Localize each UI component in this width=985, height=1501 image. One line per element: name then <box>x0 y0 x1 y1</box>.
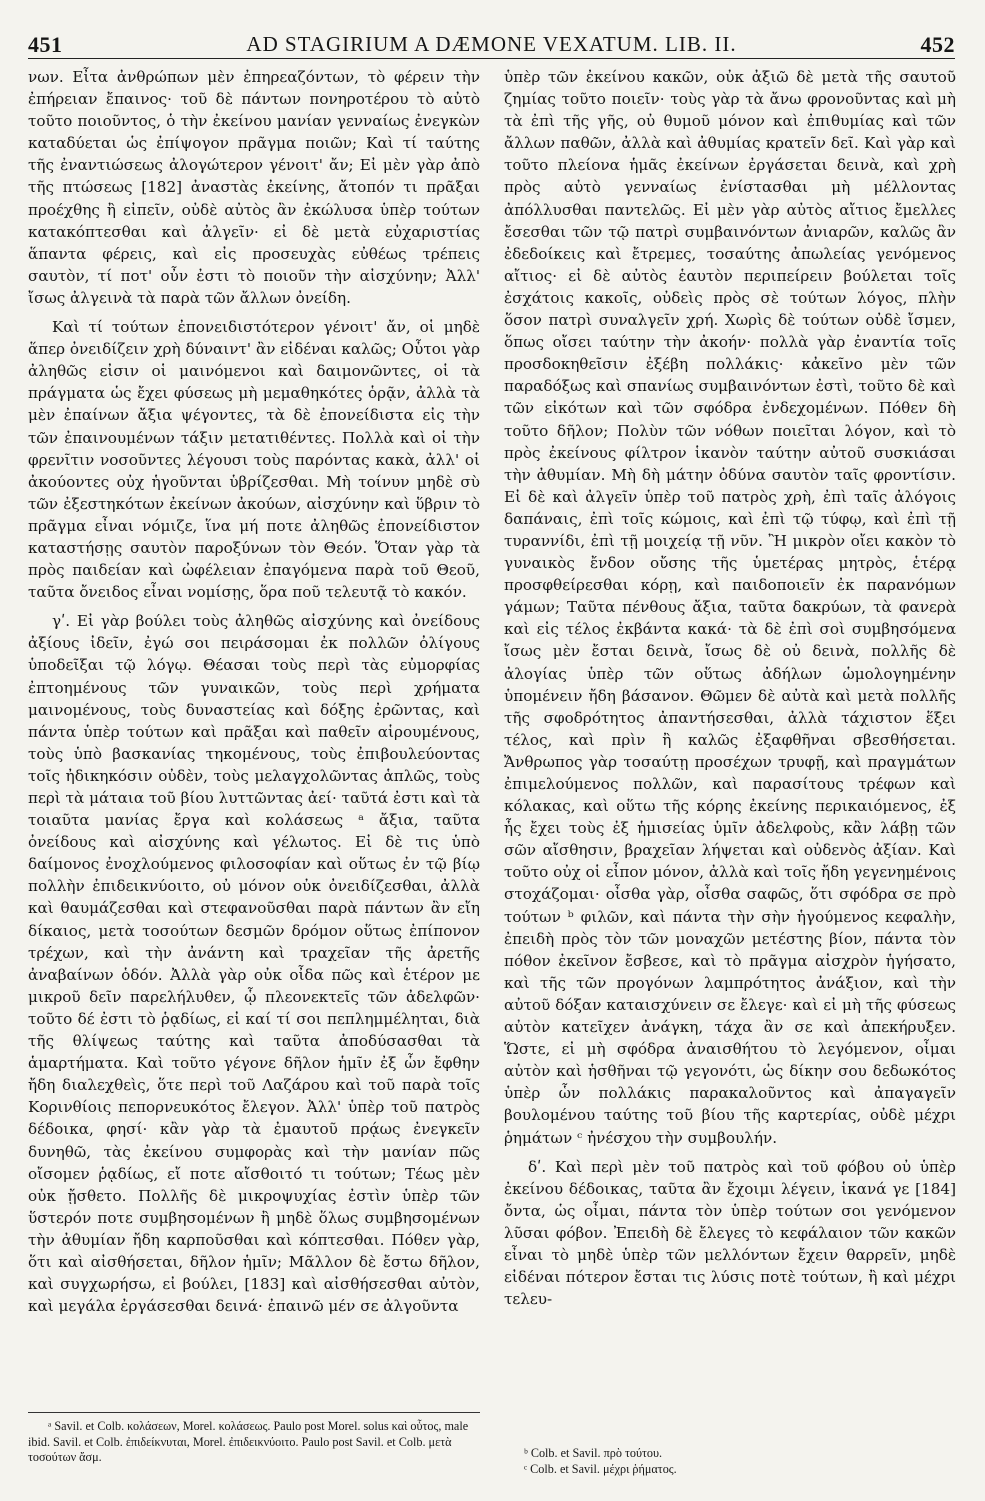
footnote: ᵃ Savil. et Colb. κολάσεων, Morel. κολάσεως. Paulo post Morel. solus καὶ οὗτος, male ibid. Savil. et Colb. ἐπιδείκνυται, Morel. ἐπιδεικνύοιτο. Paulo post Savil. et Colb. μετὰ τοσούτων ἄσμ. <box>28 1419 469 1464</box>
paragraph: Καὶ τί τούτων ἐπονειδιστότερον γένοιτ' ἄν, οἱ μηδὲ ἅπερ ὀνειδίζειν χρὴ δύναιντ' ἂν εἰδέναι καλῶς; Οὗτοι γὰρ ἀληθῶς εἰσιν οἱ μαινόμενοι καὶ δαιμονῶντες, οἱ τὰ πράγματα ὡς ἔχει φύσεως μὴ μεμαθηκότες ὁρᾷν, ἀλλὰ τὰ μὲν ἐπαίνων ἄξια ψέγοντες, τὰ δὲ ἐπονείδιστα εἰς τὴν τῶν ἐπαινουμένων τάξιν μετατιθέντες. Πολλὰ καὶ οἱ τὴν φρενῖτιν νοσοῦντες λέγουσι τοὺς παρόντας κακὰ, ἀλλ' οἱ ἀκούοντες οὐχ ἡγοῦνται ὑβρίζεσθαι. Μὴ τοίνυν μηδὲ σὺ τῶν ἐξεστηκότων ἐκείνων ἀκούων, αἰσχύνην καὶ ὕβριν τὸ πρᾶγμα εἶναι νόμιζε, ἵνα μή ποτε ἀληθῶς ἐπονείδιστον καταστήσῃς σαυτὸν παροξύνων τὸν Θεόν. Ὅταν γὰρ τὰ πρὸς παιδείαν καὶ ὠφέλειαν ἐπαγόμενα παρὰ τοῦ Θεοῦ, ταῦτα ὄνειδος εἶναι νομίσῃς, ὅρα ποῦ τελευτᾷ τὸ κακόν. <box>28 318 480 602</box>
page-number-left: 451 <box>28 32 63 57</box>
left-column <box>28 66 480 1317</box>
paragraph: νων. Εἶτα ἀνθρώπων μὲν ἐπηρεαζόντων, τὸ φέρειν τὴν ἐπήρειαν ἔπαινος· τοῦ δὲ πάντων πονηροτέρου τὸ αὐτὸ τοῦτο ποιοῦντος, ὁ τὴν ἐκείνου μανίαν γενναίως ἐνεγκὼν καταδύεται ὡς ἐπίψογον πρᾶγμα ποιῶν; Καὶ τί ταύτης τῆς ἐναντιώσεως ἀλογώτερον γένοιτ' ἄν; Εἰ μὲν γὰρ ἀπὸ τῆς πτώσεως [182] ἀναστὰς ἐκείνης, ἄτοπόν τι πρᾶξαι προέχθης ἢ εἰπεῖν, οὐδὲ αὐτὸς ἂν ἐκώλυσα ὑπὲρ τούτων κατακόπτεσθαι καὶ ἀλγεῖν· εἰ δὲ μετὰ εὐχαριστίας ἅπαντα φέρεις, καὶ εἰς προσευχὰς εὐθέως τρέπεις σαυτὸν, τί ποτ' οὖν ἐστι τὸ ποιοῦν τὴν αἰσχύνην; Ἀλλ' ἴσως ἀλγεινὰ τὰ παρὰ τῶν ἄλλων ὀνείδη. <box>28 68 480 307</box>
page-number-right: 452 <box>920 32 955 57</box>
running-title: AD STAGIRIUM A DÆMONE VEXATUM. LIB. II. <box>246 32 737 56</box>
footnotes-left <box>28 1412 480 1466</box>
running-header <box>28 18 955 59</box>
paragraph: γʹ. Εἰ γὰρ βούλει τοὺς ἀληθῶς αἰσχύνης καὶ ὀνείδους ἀξίους ἰδεῖν, ἐγώ σοι πειράσομαι ἐκ πολλῶν ὀλίγους ὑποδεῖξαι τῷ λόγῳ. Θέασαι τοὺς περὶ τὰς εὐμορφίας ἐπτοημένους τῶν γυναικῶν, τοὺς περὶ χρήματα μαινομένους, τοὺς δυναστείας καὶ δόξης ἐρῶντας, καὶ πάντα ὑπὲρ τούτων καὶ πρᾶξαι καὶ παθεῖν αἱρουμένους, τοὺς ὑπὸ βασκανίας τηκομένους, τοὺς ἐπιβουλεύοντας τοῖς ἠδικηκόσιν οὐδὲν, τοὺς μελαγχολῶντας ἁπλῶς, τοὺς περὶ τὰ μάταια τοῦ βίου λυττῶντας ἀεί· ταῦτά ἐστι καὶ τὰ τοιαῦτα μανίας ἔργα καὶ κολάσεως ᵃ ἄξια, ταῦτα ὀνείδους καὶ αἰσχύνης καὶ γέλωτος. Εἰ δὲ τις ὑπὸ δαίμονος ἐνοχλούμενος φιλοσοφίαν καὶ οὕτως ἐν τῷ βίῳ πολλὴν ἐπιδεικνύοιτο, οὐ μόνον οὐκ ὀνειδίζεσθαι, ἀλλὰ καὶ θαυμάζεσθαι καὶ στεφανοῦσθαι παρὰ πάντων ἂν εἴη δίκαιος, μετὰ τοσούτων δεσμῶν δρόμον οὕτως ἐπίπονον τρέχων, καὶ τὴν ἀνάντη καὶ τραχεῖαν τῆς ἀρετῆς ἀναβαίνων ὁδόν. Ἀλλὰ γὰρ οὐκ οἶδα πῶς καὶ ἑτέρον με μικροῦ δεῖν παρελήλυθεν, ᾧ πλεονεκτεῖς τῶν ἀδελφῶν· τοῦτο δέ ἐστι τὸ ῥᾳδίως, εἰ καί τί σοι πεπλημμέληται, διὰ τῆς θλίψεως ταύτης καὶ ταῦτα ἀποδύσασθαι τὰ ἁμαρτήματα. Καὶ τοῦτο γέγονε δῆλον ἡμῖν ἐξ ὧν ἔφθην ἤδη διαλεχθεὶς, ὅτε περὶ τοῦ Λαζάρου καὶ τοῦ παρὰ τοῖς Κορινθίοις πεπορνευκότος ἔλεγον. Ἀλλ' ὑπὲρ τοῦ πατρὸς δέδοικα, φησί· κἂν γὰρ τὰ ἐμαυτοῦ πρᾴως ἐνεγκεῖν δυνηθῶ, τὰς ἐκείνου συμφορὰς καὶ τὴν μανίαν πῶς οἴσομεν ῥᾳδίως, εἴ ποτε αἴσθοιτό τι τούτων; Τέως μὲν οὐκ ᾔσθετο. Πολλῆς δὲ μικροψυχίας ἐστὶν ὑπὲρ τῶν ὕστερόν ποτε συμβησομένων ἢ μηδὲ ὅλως συμβησομένων τὴν ἀθυμίαν ἤδη καρποῦσθαι καὶ κόπτεσθαι. Πόθεν γὰρ, ὅτι καὶ αἰσθήσεται, δῆλον ἡμῖν; Μᾶλλον δὲ ἔστω δῆλον, καὶ συγχωρήσω, εἰ βούλει, [183] καὶ αἰσθήσεσθαι αὐτὸν, καὶ μεγάλα ἐργάσεσθαι δεινά· ἐπαινῶ μέν σε ἀλγοῦντα <box>28 612 480 1316</box>
right-column <box>504 66 956 1310</box>
footnote: ᵇ Colb. et Savil. πρὸ τούτου. <box>524 1446 663 1460</box>
paragraph: δʹ. Καὶ περὶ μὲν τοῦ πατρὸς καὶ τοῦ φόβου οὐ ὑπὲρ ἐκείνου δέδοικας, ταῦτα ἂν ἔχοιμι λέγειν, ἱκανά γε [184] ὄντα, ὡς οἶμαι, πάντα τὸν ὑπὲρ τούτων σοι γενόμενον λῦσαι φόβον. Ἐπειδὴ δὲ ἔλεγες τὸ κεφάλαιον τῶν κακῶν εἶναι τὸ μηδὲ ὑπὲρ τῶν μελλόντων ἔχειν θαρρεῖν, μηδὲ εἰδέναι πότερον ἔσται τις λύσις ποτὲ τούτων, ἢ καὶ μέχρι τελευ- <box>504 1157 956 1309</box>
footnotes-right <box>504 1446 956 1477</box>
paragraph: ὑπὲρ τῶν ἐκείνου κακῶν, οὐκ ἀξιῶ δὲ μετὰ τῆς σαυτοῦ ζημίας τοῦτο ποιεῖν· τοὺς γὰρ τὰ ἄνω φρονοῦντας καὶ μὴ τὰ ἐπὶ τῆς γῆς, οὐ θυμοῦ μόνον καὶ ἐπιθυμίας καὶ τῶν ἄλλων παθῶν, ἀλλὰ καὶ ἀθυμίας κρατεῖν δεῖ. Καὶ γὰρ καὶ τοῦτο πλείονα ἡμᾶς ἐκείνων ἐργάσεται δεινὰ, καὶ χρὴ πρὸς αὐτὸ γενναίως ἐνίστασθαι μὴ μέλλοντας ἀπόλλυσθαι παντελῶς. Εἰ μὲν γὰρ αὐτὸς αἴτιος ἔμελλες ἔσεσθαι τῶν τῷ πατρὶ συμβαινόντων ἀνιαρῶν, καλῶς ἂν ἐδεδοίκεις καὶ ἔτρεμες, τοσαύτης ἀπωλείας γενόμενος αἴτιος· εἰ δὲ αὐτὸς ἑαυτὸν περιπείρειν βούλεται τοῖς ἐσχάτοις κακοῖς, οὐδεὶς πρὸς σὲ τούτων λόγος, πλὴν ὅσον πατρὶ συναλγεῖν χρή. Χωρὶς δὲ τούτων οὐδὲ ἴσμεν, ὅπως οἴσει ταύτην τὴν ἀκοήν· πολλὰ γὰρ ἐναντία τοῖς προσδοκηθεῖσιν ἐξέβη πολλάκις· κἀκεῖνο μὲν τῶν παραδόξως καὶ σπανίως συμβαινόντων ἐστὶ, τοῦτο δὲ καὶ τῶν εἰκότων καὶ τῶν σφόδρα ἐνδεχομένων. Πόθεν δὴ τοῦτο δῆλον; Πολὺν τῶν νόθων ποιεῖται λόγον, καὶ τὸ πρὸς ἐκείνους φίλτρον ἱκανὸν ταύτην αὐτοῦ συσκιάσαι τὴν ἀθυμίαν. Μὴ δὴ μάτην ὀδύνα σαυτὸν ταῖς φροντίσιν. Εἰ δὲ καὶ ἀλγεῖν ὑπὲρ τοῦ πατρὸς χρὴ, ἐπὶ ταῖς ἀλόγοις δαπάναις, ἐπὶ τοῖς κώμοις, καὶ ἐπὶ τῷ τύφῳ, καὶ ἐπὶ τῇ τυραννίδι, ἐπὶ τῇ μοιχείᾳ τῇ νῦν. Ἢ μικρὸν οἴει κακὸν τὸ γυναικὸς ἔνδον οὔσης τῆς ὑμετέρας μητρὸς, ἑτέρᾳ προσφθείρεσθαι κόρῃ, καὶ παιδοποιεῖν ἐκ παρανόμων γάμων; Ταῦτα πένθους ἄξια, ταῦτα δακρύων, τὰ φανερὰ καὶ εἰς τέλος ἐκβάντα κακά· τὰ δὲ ἐπὶ σοὶ συμβησόμενα ἴσως μὲν ἔσται δεινὰ, ἴσως δὲ οὐ δεινὰ, πολλῆς δὲ ἀλογίας ὑπὲρ τῶν οὕτως ἀδήλων ὡμολογημένην ὑπομένειν ἤδη βάσανον. Θῶμεν δὲ αὐτὰ καὶ μετὰ πολλῆς τῆς σφοδρότητος ἀπαντήσεσθαι, ἀλλὰ τάχιστον ἕξει τέλος, καὶ πρὶν ἢ καλῶς ἐξαφθῆναι σβεσθήσεται. Ἄνθρωπος γὰρ τοσαύτῃ προσέχων τρυφῇ, καὶ πραγμάτων ἐπιμελούμενος πολλῶν, καὶ παρασίτους τρέφων καὶ κόλακας, καὶ οὕτω τῆς κόρης ἐκείνης περικαιόμενος, ἐξ ἧς ἔχει τοὺς ἐξ ἡμισείας ὑμῖν ἀδελφοὺς, κἂν λάβῃ τῶν σῶν αἴσθησιν, βραχεῖαν λήψεται καὶ οὐδενὸς ἀξίαν. Καὶ τοῦτο οὐχ οἱ εἶπον μόνον, ἀλλὰ καὶ τοῖς ἤδη γεγενημένοις στοχάζομαι· οἶσθα γὰρ, οἶσθα σαφῶς, ὅτι σφόδρα σε πρὸ τούτων ᵇ φιλῶν, καὶ πάντα τὴν σὴν ἡγούμενος κεφαλὴν, ἐπειδὴ πρὸς τὸν τῶν μοναχῶν μετέστης βίον, πάντα τὸν πόθον ἐκεῖνον ἔσβεσε, καὶ τὸ πρᾶγμα αἰσχρὸν ἡγήσατο, καὶ τῆς τῶν προγόνων λαμπρότητος ἀνάξιον, καὶ τὴν αὐτοῦ δόξαν καταισχύνειν σε ἔλεγε· καὶ εἰ μὴ τῆς φύσεως αὐτὸν κατεῖχεν ἀνάγκη, τάχα ἂν σε καὶ ἀπεκήρυξεν. Ὥστε, εἰ μὴ σφόδρα ἀναισθήτου τὸ λεγόμενον, οἶμαι αὐτὸν καὶ ἡσθῆναι τῷ γεγονότι, ὡς δίκην σου δεδωκότος ὑπὲρ ὧν πολλάκις παρακαλοῦντος καὶ ἀπαγαγεῖν βουλομένου ταύτης τοῦ βίου τῆς καρτερίας, οὐδὲ μέχρι ῥημάτων ᶜ ἠνέσχου τὴν συμβουλήν. <box>504 68 956 1147</box>
footnote: ᶜ Colb. et Savil. μέχρι ῥήματος. <box>524 1461 677 1476</box>
